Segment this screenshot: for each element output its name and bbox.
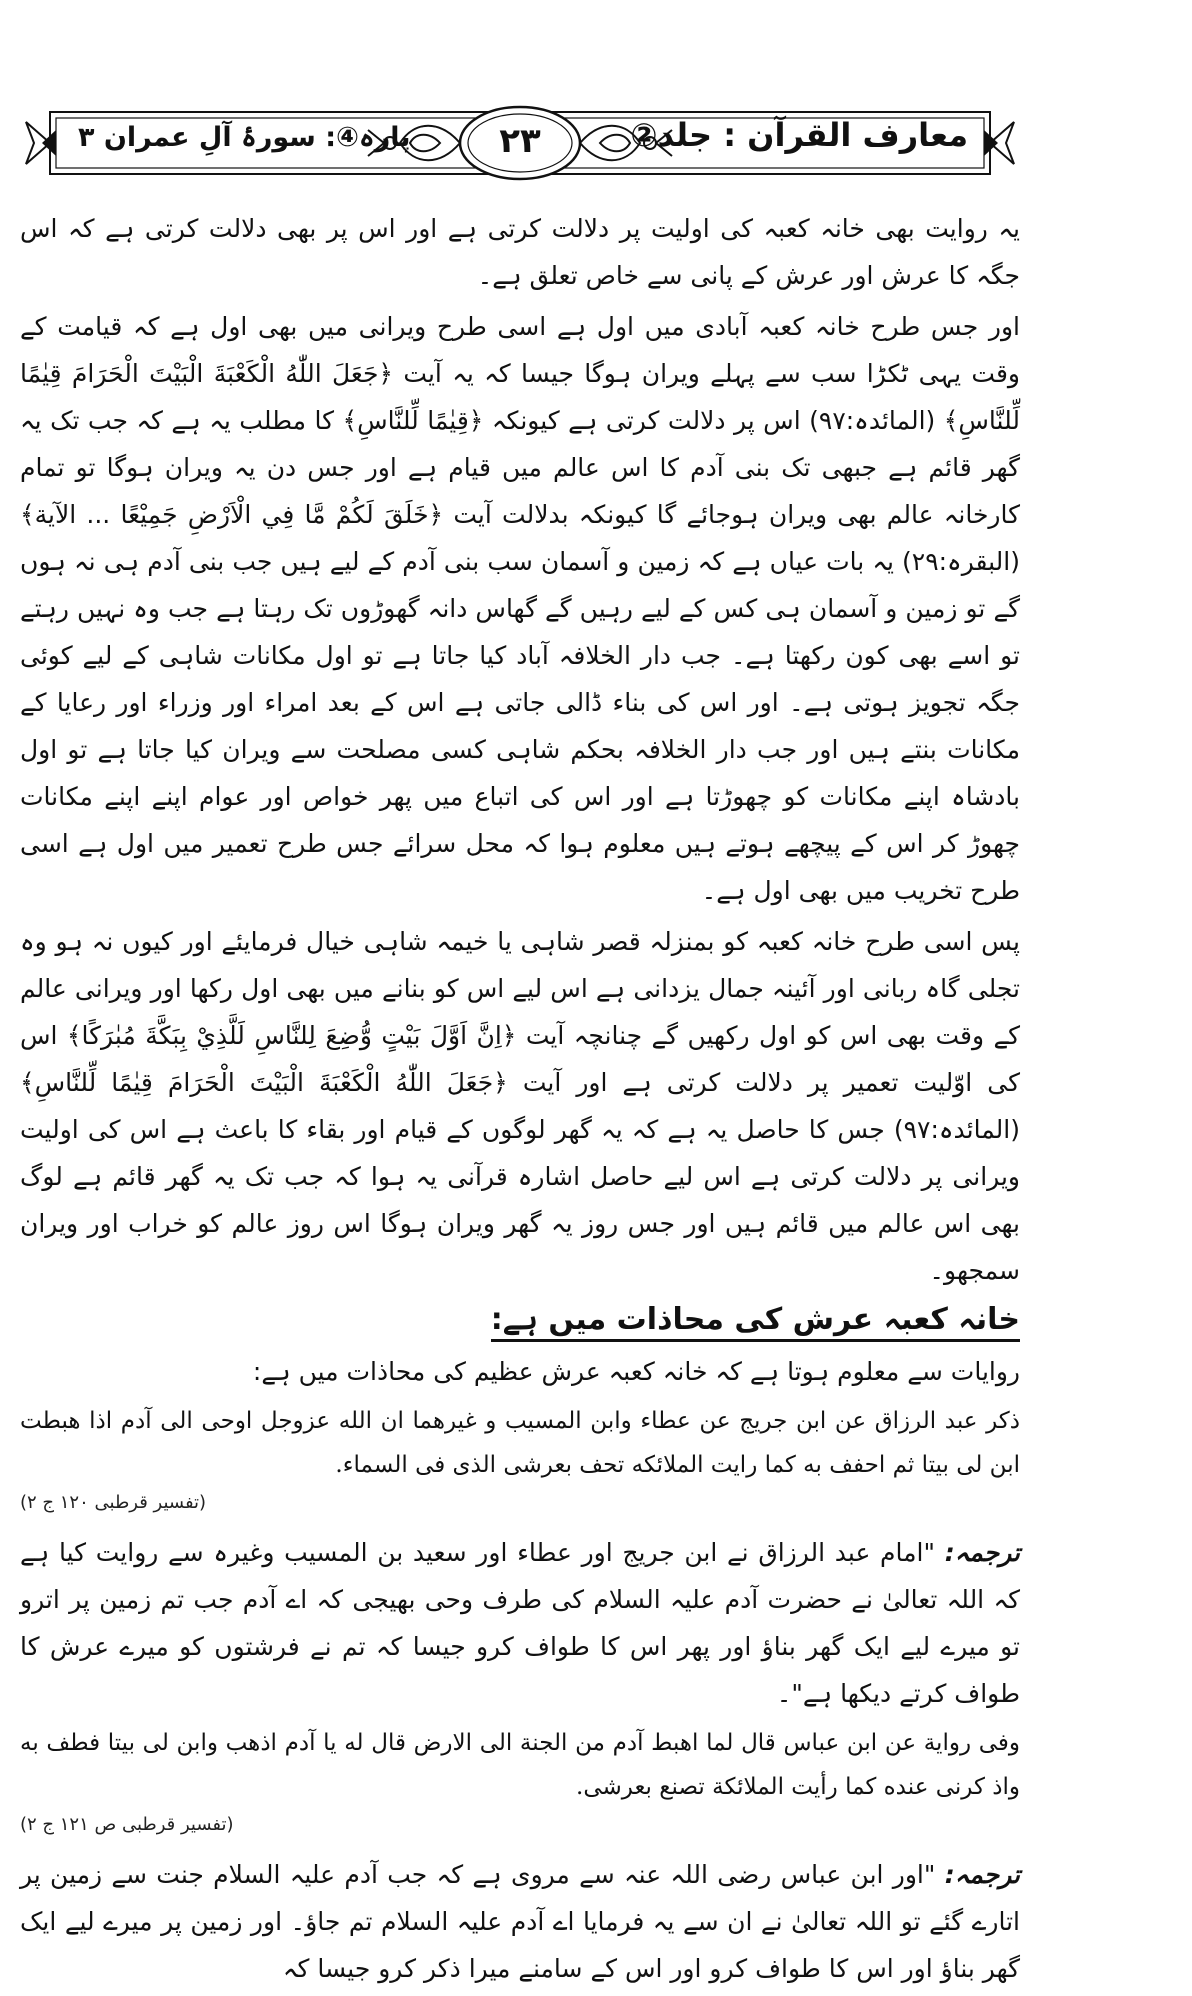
source-reference-2: (تفسیر قرطبی ص ۱۲۱ ج ۲) xyxy=(20,1814,234,1835)
arabic-quote-1: ذكر عبد الرزاق عن ابن جريج عن عطاء وابن المسيب و غيرهما ان الله عزوجل اوحى الى آدم اذا هبطت ابن لى بيتا ثم احفف به كما رايت الملائكه تحف بعرشى الذى فى السماء. xyxy=(20,1408,1020,1478)
translation-1-text: "امام عبد الرزاق نے ابن جریج اور عطاء اور سعید بن المسیب وغیرہ سے روایت کیا ہے کہ اللہ تعالیٰ نے حضرت آدم علیہ السلام کی طرف وحی بھیجی کہ اے آدم جب تم زمین پر اترو تو میرے لیے ایک گھر بناؤ اور پھر اس کا طواف کرو جیسا کہ تم نے فرشتوں کو میرے عرش کا طواف کرتے دیکھا ہے"۔ xyxy=(20,1538,1020,1708)
page-header xyxy=(20,100,1020,190)
paragraph-1: یہ روایت بھی خانہ کعبہ کی اولیت پر دلالت کرتی ہے اور اس پر بھی دلالت کرتی ہے کہ اس جگہ کا عرش اور عرش کے پانی سے خاص تعلق ہے۔ xyxy=(20,214,1020,290)
page-number: ۲۳ xyxy=(499,121,541,161)
book-title: معارف القرآن : جلد② xyxy=(630,116,968,154)
paragraph-2: اور جس طرح خانہ کعبہ آبادی میں اول ہے اسی طرح ویرانی میں بھی اول ہے کہ قیامت کے وقت یہی ٹکڑا سب سے پہلے ویران ہوگا جیسا کہ یہ آیت ﴿جَعَلَ اللّٰهُ الْكَعْبَةَ الْبَيْتَ الْحَرَامَ قِيٰمًا لِّلنَّاسِ﴾ (المائدہ:۹۷) اس پر دلالت کرتی ہے کیونکہ ﴿قِيٰمًا لِّلنَّاسِ﴾ کا مطلب یہ ہے کہ جب تک یہ گھر قائم ہے جبھی تک بنی آدم کا اس عالم میں قیام ہے اور جس دن یہ ویران ہوگا تو تمام کارخانہ عالم بھی ویران ہوجائے گا کیونکہ بدلالت آیت ﴿خَلَقَ لَكُمْ مَّا فِي الْاَرْضِ جَمِيْعًا ... الآية﴾ (البقرہ:۲۹) یہ بات عیاں ہے کہ زمین و آسمان سب بنی آدم کے لیے ہیں جب بنی آدم ہی نہ ہوں گے تو زمین و آسمان ہی کس کے لیے رہیں گے گھاس دانہ گھوڑوں تک رہتا ہے جب وہ نہیں رہتے تو اسے بھی کون رکھتا ہے۔ جب دار الخلافہ آباد کیا جاتا ہے تو اول مکانات شاہی کے لیے کوئی جگہ تجویز ہوتی ہے۔ اور اس کی بناء ڈالی جاتی ہے اس کے بعد امراء اور وزراء اور رعایا کے مکانات بنتے ہیں اور جب دار الخلافہ بحکم شاہی کسی مصلحت سے ویران کیا جاتا ہے تو اول بادشاہ اپنے مکانات کو چھوڑتا ہے اور اس کی اتباع میں پھر خواص اور عوام اپنے اپنے مکانات چھوڑ کر اس کے پیچھے ہوتے ہیں معلوم ہوا کہ محل سرائے جس طرح تعمیر میں اول ہے اسی طرح تخریب میں بھی اول ہے۔ xyxy=(20,312,1021,905)
translation-1 xyxy=(20,1529,1020,1717)
source-reference-1: (تفسیر قرطبی ۱۲۰ ج ۲) xyxy=(20,1492,207,1513)
translation-label: ترجمہ: xyxy=(944,1860,1021,1889)
page-body xyxy=(20,205,1020,1996)
translation-2-text: "اور ابن عباس رضی اللہ عنہ سے مروی ہے کہ جب آدم علیہ السلام جنت سے زمین پر اتارے گئے تو اللہ تعالیٰ نے ان سے یہ فرمایا اے آدم علیہ السلام تم جاؤ۔ اور زمین پر میرے لیے ایک گھر بناؤ اور اس کا طواف کرو اور اس کے سامنے میرا ذکر کرو جیسا کہ xyxy=(20,1860,1020,1983)
paragraph-4: روایات سے معلوم ہوتا ہے کہ خانہ کعبہ عرش عظیم کی محاذات میں ہے: xyxy=(252,1357,1020,1386)
surah-info: پارہ④: سورۂ آلِ عمران ۳ xyxy=(78,122,411,153)
translation-2 xyxy=(20,1851,1020,1992)
section-heading: خانہ کعبہ عرش کی محاذات میں ہے: xyxy=(491,1302,1020,1342)
arabic-quote-2: وفى رواية عن ابن عباس قال لما اهبط آدم من الجنة الى الارض قال له يا آدم اذهب وابن لى بيتا فطف به واذ كرنى عنده كما رأيت الملائكة تصنع بعرشى. xyxy=(20,1730,1020,1800)
translation-label: ترجمہ: xyxy=(944,1538,1021,1567)
paragraph-3: پس اسی طرح خانہ کعبہ کو بمنزلہ قصر شاہی یا خیمہ شاہی خیال فرمایئے اور کیوں نہ ہو وہ تجلی گاہ ربانی اور آئینہ جمال یزدانی ہے اس لیے اس کو بنانے میں بھی اول رکھا اور ویرانی عالم کے وقت بھی اس کو اول رکھیں گے چنانچہ آیت ﴿اِنَّ اَوَّلَ بَيْتٍ وُّضِعَ لِلنَّاسِ لَلَّذِيْ بِبَكَّةَ مُبٰرَكًا﴾ اس کی اوّلیت تعمیر پر دلالت کرتی ہے اور آیت ﴿جَعَلَ اللّٰهُ الْكَعْبَةَ الْبَيْتَ الْحَرَامَ قِيٰمًا لِّلنَّاسِ﴾ (المائدہ:۹۷) جس کا حاصل یہ ہے کہ یہ گھر لوگوں کے قیام اور بقاء کا باعث ہے اس کی اولیت ویرانی پر دلالت کرتی ہے اس لیے حاصل اشارہ قرآنی یہ ہوا کہ جب تک یہ گھر قائم ہے لوگ بھی اس عالم میں قائم ہیں اور جس روز یہ گھر ویران ہوگا اس روز عالم کو خراب اور ویران سمجھو۔ xyxy=(20,927,1020,1285)
